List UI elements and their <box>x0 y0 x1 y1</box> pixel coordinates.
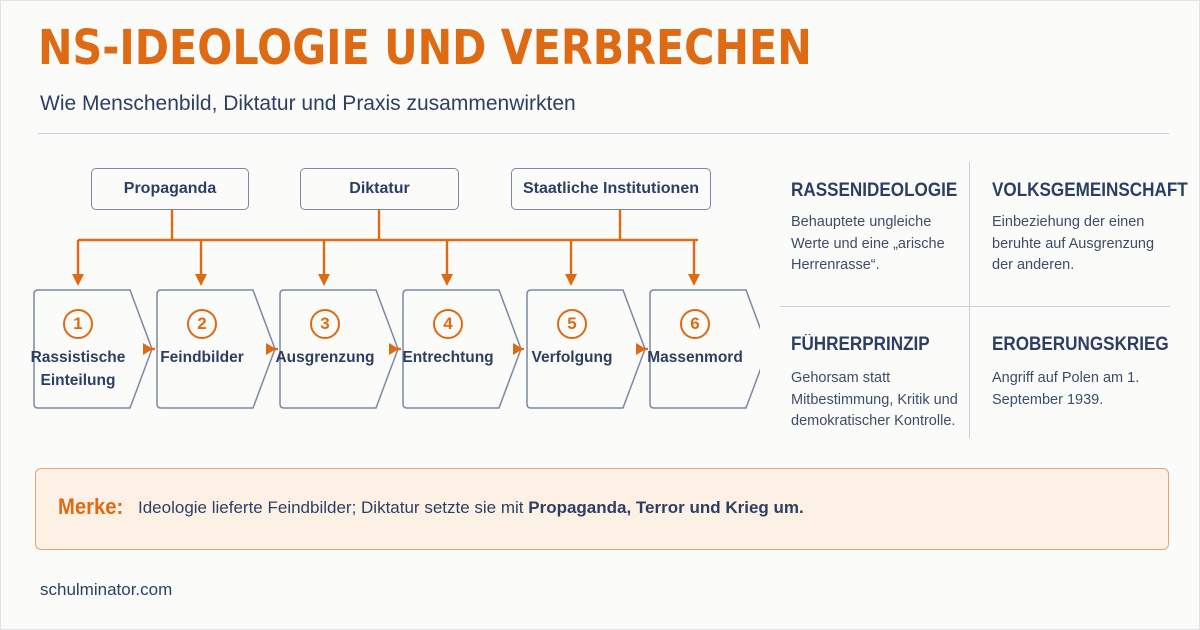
step-1-number: 1 <box>63 309 93 339</box>
page-title: NS-IDEOLOGIE UND VERBRECHEN <box>38 20 812 76</box>
drop-arrowhead-5 <box>565 274 577 286</box>
concept-eroberungskrieg-text: Angriff auf Polen am 1. September 1939. <box>992 370 1140 408</box>
quadrant-divider-horizontal <box>780 306 1170 307</box>
drop-arrowhead-4 <box>441 274 453 286</box>
step-5-label: Verfolgung <box>531 349 613 366</box>
step-4-number: 4 <box>433 309 463 339</box>
step-1-label: Rassistische Einteilung <box>30 349 126 389</box>
drop-arrowhead-3 <box>318 274 330 286</box>
footer-site: schulminator.com <box>40 580 173 599</box>
step-2-number: 2 <box>187 309 217 339</box>
concept-fuehrerprinzip-text: Gehorsam statt Mitbestimmung, Kritik und demokratischer Kontrolle. <box>791 370 958 429</box>
drop-arrowhead-6 <box>688 274 700 286</box>
merke-label: Merke: <box>58 494 124 519</box>
drop-arrows <box>72 240 700 286</box>
step-6-label: Massenmord <box>647 349 743 366</box>
concept-eroberungskrieg-title: EROBERUNGSKRIEG <box>992 334 1169 355</box>
merke-text <box>138 498 804 518</box>
step-5-number: 5 <box>557 309 587 339</box>
concept-fuehrerprinzip-title: FÜHRERPRINZIP <box>791 334 930 355</box>
concept-rassenideologie-text: Behauptete ungleiche Werte und eine „arische Herrenrasse“. <box>791 214 945 273</box>
drop-arrowhead-2 <box>195 274 207 286</box>
merke-text-bold: Propaganda, Terror und Krieg um. <box>528 498 804 517</box>
step-3-number: 3 <box>310 309 340 339</box>
box-staatliche-institutionen: Staatliche Institutionen <box>511 168 711 210</box>
concept-volksgemeinschaft-text: Einbeziehung der einen beruhte auf Ausgrenzung der anderen. <box>992 214 1155 273</box>
step-6-number: 6 <box>680 309 710 339</box>
concept-volksgemeinschaft-title: VOLKSGEMEINSCHAFT <box>992 180 1188 201</box>
step-4-label: Entrechtung <box>402 349 494 366</box>
connector-lines <box>78 210 698 240</box>
quadrant-divider-vertical <box>969 162 970 438</box>
merke-text-plain: Ideologie lieferte Feindbilder; Diktatur setzte sie mit <box>138 498 529 517</box>
concept-rassenideologie-title: RASSENIDEOLOGIE <box>791 180 958 201</box>
step-3-label: Ausgrenzung <box>275 349 375 366</box>
step-2-label: Feindbilder <box>160 349 244 366</box>
box-diktatur: Diktatur <box>300 168 459 210</box>
box-propaganda: Propaganda <box>91 168 249 210</box>
drop-arrowhead-1 <box>72 274 84 286</box>
page-subtitle: Wie Menschenbild, Diktatur und Praxis zusammenwirkten <box>40 92 576 115</box>
